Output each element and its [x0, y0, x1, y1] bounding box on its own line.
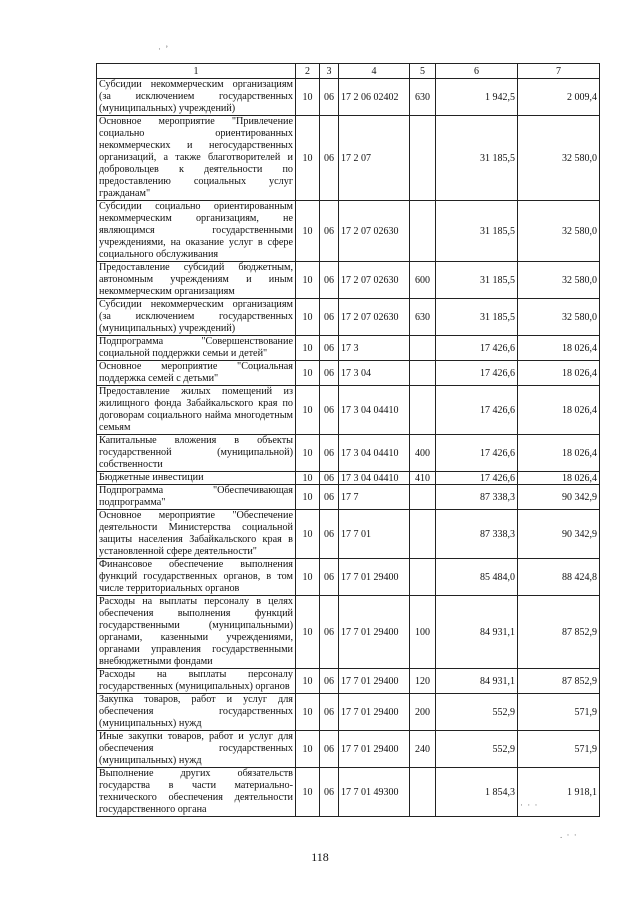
- cell-sum-year-2: 1 918,1: [518, 768, 600, 817]
- table-row: [97, 361, 600, 386]
- cell-sum-year-1: 1 942,5: [436, 79, 518, 116]
- cell-target-article: 17 3 04 04410: [339, 472, 410, 485]
- cell-name: Субсидии социально ориентированным некоммерческим организациям, не являющимся государственными учреждениями, на оказание услуг в сфере социального обслуживания: [97, 201, 296, 262]
- cell-podrazdel: 06: [320, 485, 339, 510]
- cell-sum-year-1: 1 854,3: [436, 768, 518, 817]
- scan-speck: · · ·: [520, 800, 539, 810]
- cell-name: Расходы на выплаты персоналу государственных (муниципальных) органов: [97, 669, 296, 694]
- cell-sum-year-1: 17 426,6: [436, 336, 518, 361]
- cell-expense-type: [410, 510, 436, 559]
- cell-name: Капитальные вложения в объекты государственной (муниципальной) собственности: [97, 435, 296, 472]
- header-row: [97, 64, 600, 79]
- cell-expense-type: 600: [410, 262, 436, 299]
- cell-target-article: 17 2 07: [339, 116, 410, 201]
- cell-target-article: 17 3 04 04410: [339, 386, 410, 435]
- cell-sum-year-1: 17 426,6: [436, 472, 518, 485]
- cell-razdel: 10: [296, 472, 320, 485]
- cell-name: Основное мероприятие "Социальная поддержка семей с детьми": [97, 361, 296, 386]
- cell-sum-year-2: 32 580,0: [518, 201, 600, 262]
- cell-target-article: 17 7 01: [339, 510, 410, 559]
- cell-sum-year-2: 571,9: [518, 731, 600, 768]
- table-row: [97, 79, 600, 116]
- cell-podrazdel: 06: [320, 669, 339, 694]
- header-col-3: 3: [320, 64, 339, 79]
- cell-podrazdel: 06: [320, 694, 339, 731]
- table-row: [97, 262, 600, 299]
- table-row: [97, 596, 600, 669]
- table-row: [97, 336, 600, 361]
- cell-target-article: 17 7 01 29400: [339, 694, 410, 731]
- table-row: [97, 435, 600, 472]
- cell-razdel: 10: [296, 361, 320, 386]
- cell-sum-year-2: 32 580,0: [518, 299, 600, 336]
- cell-podrazdel: 06: [320, 262, 339, 299]
- cell-razdel: 10: [296, 386, 320, 435]
- cell-razdel: 10: [296, 485, 320, 510]
- cell-sum-year-1: 552,9: [436, 731, 518, 768]
- cell-sum-year-2: 18 026,4: [518, 361, 600, 386]
- cell-name: Бюджетные инвестиции: [97, 472, 296, 485]
- cell-sum-year-1: 84 931,1: [436, 669, 518, 694]
- cell-expense-type: [410, 559, 436, 596]
- cell-name: Субсидии некоммерческим организациям (за исключением государственных (муниципальных) учреждений): [97, 79, 296, 116]
- header-col-7: 7: [518, 64, 600, 79]
- cell-target-article: 17 7 01 29400: [339, 731, 410, 768]
- cell-sum-year-1: 31 185,5: [436, 201, 518, 262]
- table-row: [97, 116, 600, 201]
- cell-target-article: 17 2 06 02402: [339, 79, 410, 116]
- cell-expense-type: [410, 116, 436, 201]
- cell-razdel: 10: [296, 116, 320, 201]
- cell-name: Выполнение других обязательств государства в части материально-технического обеспечения деятельности государственного органа: [97, 768, 296, 817]
- cell-sum-year-1: 17 426,6: [436, 386, 518, 435]
- table-row: [97, 472, 600, 485]
- cell-razdel: 10: [296, 201, 320, 262]
- cell-podrazdel: 06: [320, 596, 339, 669]
- cell-target-article: 17 3: [339, 336, 410, 361]
- table-row: [97, 669, 600, 694]
- cell-target-article: 17 3 04 04410: [339, 435, 410, 472]
- cell-expense-type: 200: [410, 694, 436, 731]
- table-row: [97, 299, 600, 336]
- cell-expense-type: 410: [410, 472, 436, 485]
- cell-razdel: 10: [296, 262, 320, 299]
- table-row: [97, 559, 600, 596]
- cell-razdel: 10: [296, 669, 320, 694]
- page-number: 118: [311, 850, 329, 864]
- cell-podrazdel: 06: [320, 472, 339, 485]
- cell-expense-type: 100: [410, 596, 436, 669]
- table-row: [97, 731, 600, 768]
- cell-razdel: 10: [296, 768, 320, 817]
- cell-podrazdel: 06: [320, 79, 339, 116]
- cell-expense-type: [410, 361, 436, 386]
- cell-sum-year-2: 2 009,4: [518, 79, 600, 116]
- header-col-6: 6: [436, 64, 518, 79]
- cell-sum-year-2: 87 852,9: [518, 669, 600, 694]
- cell-target-article: 17 2 07 02630: [339, 299, 410, 336]
- cell-name: Подпрограмма "Совершенствование социальной поддержки семьи и детей": [97, 336, 296, 361]
- header-col-4: 4: [339, 64, 410, 79]
- scan-speck: . · ·: [560, 830, 578, 840]
- header-col-2: 2: [296, 64, 320, 79]
- cell-expense-type: [410, 336, 436, 361]
- cell-sum-year-2: 18 026,4: [518, 386, 600, 435]
- table-row: [97, 510, 600, 559]
- cell-name: Основное мероприятие "Привлечение социально ориентированных некоммерческих и негосударственных организаций, а также благотворителей и добровольцев к деятельности по предоставлению социальных услуг гражданам": [97, 116, 296, 201]
- cell-sum-year-2: 87 852,9: [518, 596, 600, 669]
- cell-podrazdel: 06: [320, 336, 339, 361]
- cell-expense-type: 120: [410, 669, 436, 694]
- budget-table: [96, 63, 600, 817]
- scan-speck: · ʼ: [158, 44, 170, 54]
- cell-target-article: 17 7 01 29400: [339, 669, 410, 694]
- cell-target-article: 17 7 01 49300: [339, 768, 410, 817]
- cell-razdel: 10: [296, 596, 320, 669]
- cell-sum-year-1: 87 338,3: [436, 485, 518, 510]
- budget-table-container: [96, 63, 599, 817]
- cell-name: Финансовое обеспечение выполнения функций государственных органов, в том числе территориальных органов: [97, 559, 296, 596]
- cell-target-article: 17 3 04: [339, 361, 410, 386]
- cell-sum-year-1: 87 338,3: [436, 510, 518, 559]
- cell-target-article: 17 7 01 29400: [339, 559, 410, 596]
- cell-expense-type: 240: [410, 731, 436, 768]
- cell-expense-type: 630: [410, 299, 436, 336]
- cell-expense-type: [410, 768, 436, 817]
- cell-podrazdel: 06: [320, 510, 339, 559]
- table-body: [97, 79, 600, 817]
- table-row: [97, 485, 600, 510]
- cell-sum-year-2: 32 580,0: [518, 262, 600, 299]
- cell-razdel: 10: [296, 79, 320, 116]
- cell-target-article: 17 7: [339, 485, 410, 510]
- cell-name: Субсидии некоммерческим организациям (за исключением государственных (муниципальных) учреждений): [97, 299, 296, 336]
- cell-podrazdel: 06: [320, 116, 339, 201]
- cell-sum-year-1: 17 426,6: [436, 435, 518, 472]
- cell-name: Основное мероприятие "Обеспечение деятельности Министерства социальной защиты населения Забайкальского края в установленной сфере деятельности": [97, 510, 296, 559]
- cell-name: Подпрограмма "Обеспечивающая подпрограмма": [97, 485, 296, 510]
- table-row: [97, 201, 600, 262]
- cell-sum-year-2: 88 424,8: [518, 559, 600, 596]
- cell-sum-year-2: 571,9: [518, 694, 600, 731]
- cell-expense-type: [410, 485, 436, 510]
- cell-podrazdel: 06: [320, 386, 339, 435]
- cell-name: Закупка товаров, работ и услуг для обеспечения государственных (муниципальных) нужд: [97, 694, 296, 731]
- table-row: [97, 386, 600, 435]
- cell-podrazdel: 06: [320, 559, 339, 596]
- cell-sum-year-2: 18 026,4: [518, 336, 600, 361]
- cell-sum-year-2: 18 026,4: [518, 472, 600, 485]
- cell-expense-type: [410, 386, 436, 435]
- cell-name: Предоставление жилых помещений из жилищного фонда Забайкальского края по договорам социального найма многодетным семьям: [97, 386, 296, 435]
- cell-podrazdel: 06: [320, 435, 339, 472]
- cell-sum-year-1: 552,9: [436, 694, 518, 731]
- cell-expense-type: 630: [410, 79, 436, 116]
- cell-target-article: 17 2 07 02630: [339, 262, 410, 299]
- cell-sum-year-2: 32 580,0: [518, 116, 600, 201]
- cell-razdel: 10: [296, 336, 320, 361]
- cell-sum-year-1: 31 185,5: [436, 116, 518, 201]
- cell-podrazdel: 06: [320, 299, 339, 336]
- table-row: [97, 694, 600, 731]
- cell-podrazdel: 06: [320, 768, 339, 817]
- cell-podrazdel: 06: [320, 731, 339, 768]
- header-col-5: 5: [410, 64, 436, 79]
- cell-expense-type: [410, 201, 436, 262]
- cell-name: Расходы на выплаты персоналу в целях обеспечения выполнения функций государственными (муниципальными) органами, казенными учреждениями, органами управления государственными внебюджетными фондами: [97, 596, 296, 669]
- cell-target-article: 17 2 07 02630: [339, 201, 410, 262]
- cell-razdel: 10: [296, 510, 320, 559]
- cell-sum-year-2: 90 342,9: [518, 485, 600, 510]
- cell-name: Иные закупки товаров, работ и услуг для обеспечения государственных (муниципальных) нужд: [97, 731, 296, 768]
- cell-razdel: 10: [296, 435, 320, 472]
- cell-target-article: 17 7 01 29400: [339, 596, 410, 669]
- cell-podrazdel: 06: [320, 361, 339, 386]
- cell-sum-year-2: 90 342,9: [518, 510, 600, 559]
- header-col-1: 1: [97, 64, 296, 79]
- cell-name: Предоставление субсидий бюджетным, автономным учреждениям и иным некоммерческим организациям: [97, 262, 296, 299]
- cell-sum-year-1: 85 484,0: [436, 559, 518, 596]
- cell-expense-type: 400: [410, 435, 436, 472]
- cell-sum-year-1: 17 426,6: [436, 361, 518, 386]
- cell-sum-year-1: 31 185,5: [436, 262, 518, 299]
- cell-razdel: 10: [296, 694, 320, 731]
- cell-sum-year-1: 84 931,1: [436, 596, 518, 669]
- cell-razdel: 10: [296, 731, 320, 768]
- cell-razdel: 10: [296, 559, 320, 596]
- cell-sum-year-1: 31 185,5: [436, 299, 518, 336]
- cell-sum-year-2: 18 026,4: [518, 435, 600, 472]
- cell-razdel: 10: [296, 299, 320, 336]
- cell-podrazdel: 06: [320, 201, 339, 262]
